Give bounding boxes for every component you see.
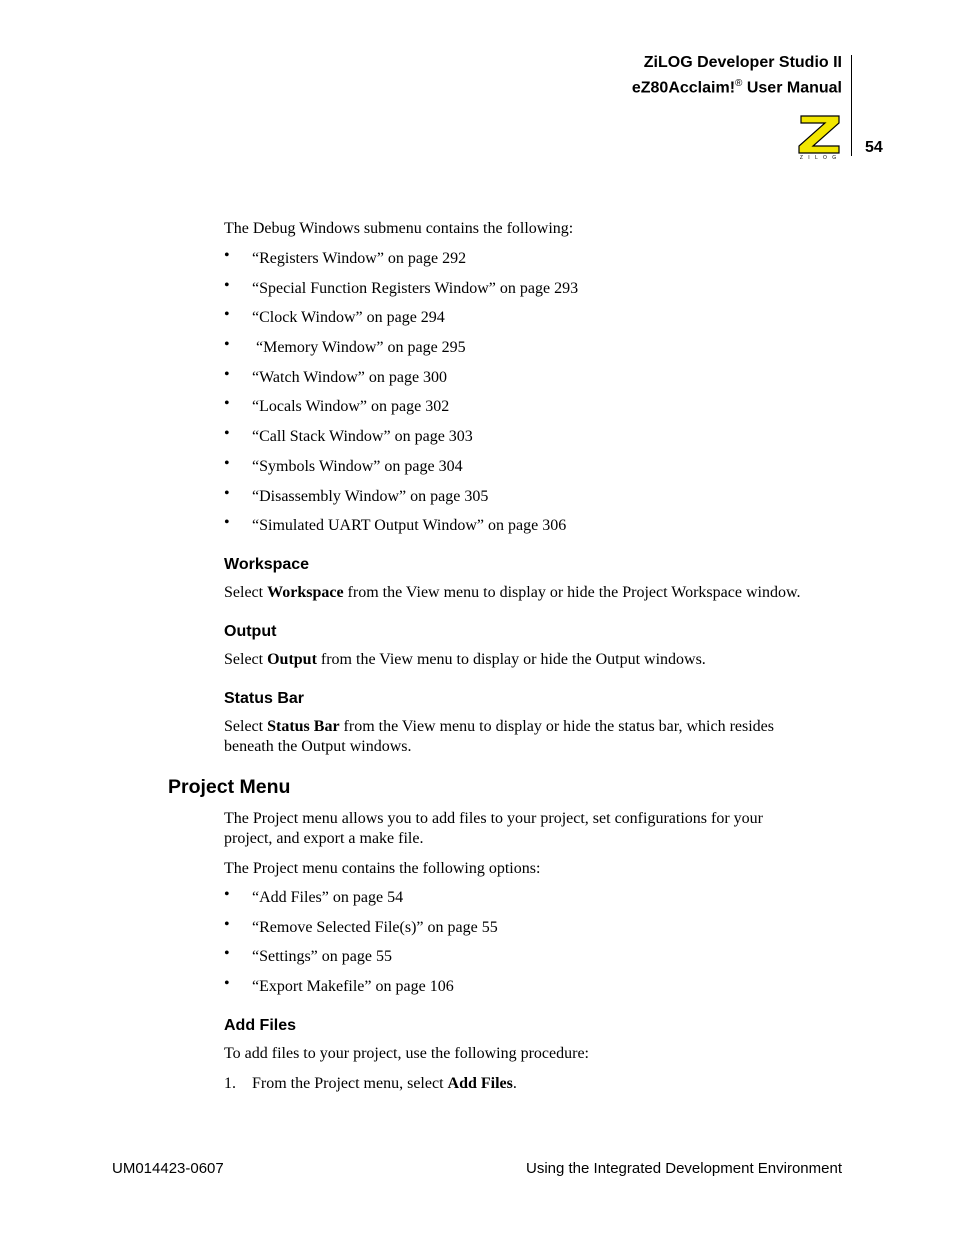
link-watch-window[interactable]: “Watch Window” on page 300	[252, 368, 448, 386]
add-files-step-1: 1. From the Project menu, select Add Files.	[224, 1075, 517, 1092]
bullet-icon: •	[224, 915, 230, 933]
status-bar-paragraph: Select Status Bar from the View menu to display or hide the status bar, which resides beneath the Output windows.	[224, 718, 774, 755]
workspace-heading: Workspace	[224, 556, 310, 573]
output-heading: Output	[224, 623, 277, 640]
link-registers-window[interactable]: “Registers Window” on page 292	[252, 250, 467, 267]
bullet-icon: •	[224, 306, 230, 324]
header-title-line1: ZiLOG Developer Studio II	[643, 54, 842, 71]
page-number: 54	[865, 139, 883, 156]
link-remove-selected-files[interactable]: “Remove Selected File(s)” on page 55	[252, 918, 498, 936]
bullet-icon: •	[224, 454, 230, 472]
output-paragraph: Select Output from the View menu to display or hide the Output windows.	[224, 651, 706, 668]
status-bar-heading: Status Bar	[224, 690, 305, 707]
debug-windows-intro: The Debug Windows submenu contains the following:	[224, 220, 574, 237]
link-symbols-window[interactable]: “Symbols Window” on page 304	[252, 457, 463, 475]
project-menu-heading: Project Menu	[168, 776, 291, 798]
bullet-icon: •	[224, 484, 230, 502]
bullet-icon: •	[224, 395, 230, 413]
link-call-stack-window[interactable]: “Call Stack Window” on page 303	[252, 428, 473, 446]
add-files-heading: Add Files	[224, 1017, 297, 1034]
zilog-logo	[795, 112, 843, 160]
bullet-icon: •	[224, 945, 230, 963]
logo-z-shape	[799, 116, 839, 153]
step-number: 1.	[224, 1075, 236, 1092]
link-clock-window[interactable]: “Clock Window” on page 294	[252, 309, 445, 327]
logo-wordmark: Z I L O G	[799, 155, 839, 160]
link-memory-window[interactable]: “Memory Window” on page 295	[252, 339, 466, 357]
bullet-icon: •	[224, 336, 230, 354]
bullet-icon: •	[224, 975, 230, 993]
project-menu-options-intro: The Project menu contains the following options:	[224, 860, 541, 877]
header-title-line2: eZ80Acclaim!® User Manual	[631, 78, 842, 97]
footer-document-id: UM014423-0607	[112, 1160, 224, 1177]
link-sfr-window[interactable]: “Special Function Registers Window” on page 293	[252, 279, 579, 297]
bullet-icon: •	[224, 247, 230, 264]
registered-mark: ®	[735, 78, 743, 89]
header-divider	[851, 55, 852, 156]
link-add-files[interactable]: “Add Files” on page 54	[252, 889, 404, 906]
workspace-paragraph: Select Workspace from the View menu to display or hide the Project Workspace window.	[224, 584, 801, 601]
add-files-paragraph: To add files to your project, use the following procedure:	[224, 1045, 589, 1062]
link-settings[interactable]: “Settings” on page 55	[252, 948, 392, 966]
link-simulated-uart-window[interactable]: “Simulated UART Output Window” on page 306	[252, 517, 567, 535]
link-export-makefile[interactable]: “Export Makefile” on page 106	[252, 978, 454, 996]
bullet-icon: •	[224, 425, 230, 443]
bullet-icon: •	[224, 514, 230, 532]
bullet-icon: •	[224, 365, 230, 383]
project-menu-paragraph: The Project menu allows you to add files to your project, set configurations for your project, and export a make file.	[224, 810, 763, 847]
link-disassembly-window[interactable]: “Disassembly Window” on page 305	[252, 487, 489, 505]
bullet-icon: •	[224, 886, 230, 903]
bullet-icon: •	[224, 276, 230, 294]
document-header-title	[632, 52, 842, 98]
footer-chapter-title: Using the Integrated Development Environment	[525, 1160, 842, 1177]
link-locals-window[interactable]: “Locals Window” on page 302	[252, 398, 450, 416]
